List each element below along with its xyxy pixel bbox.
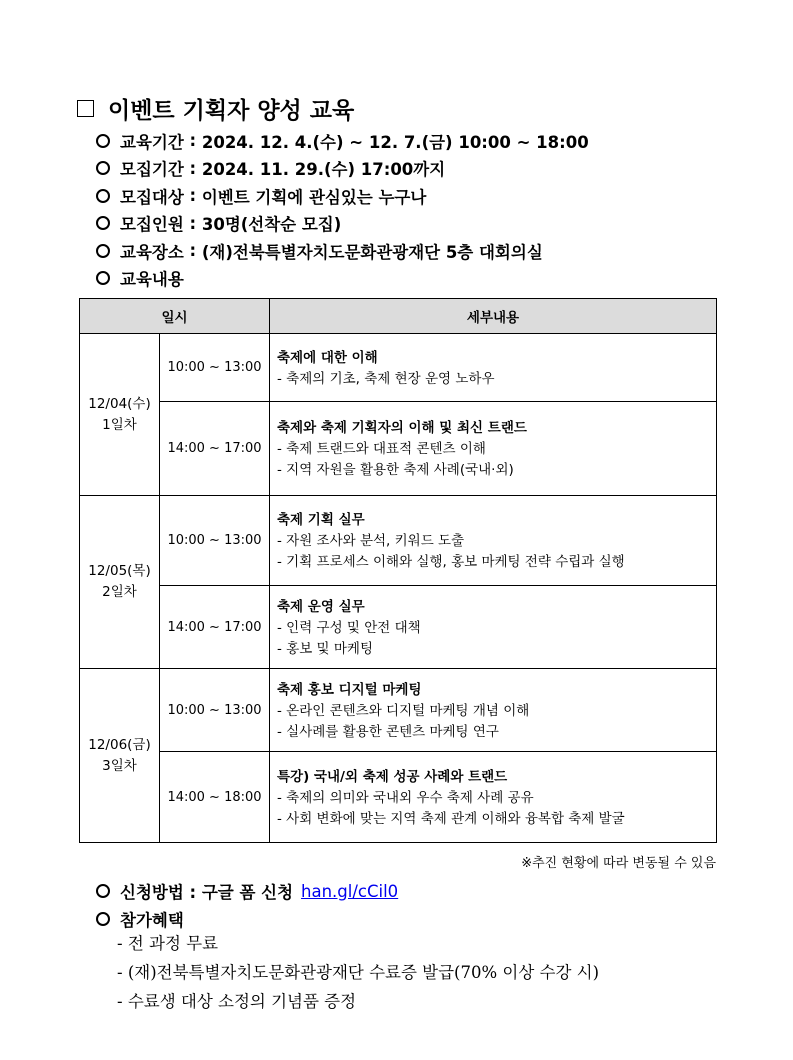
info-label: 모집대상 (120, 187, 184, 207)
list-item: - 전 과정 무료 (117, 934, 219, 953)
session-item: - 자원 조사와 분석, 키워드 도출 (277, 533, 465, 549)
session-title: 축제와 축제 기획자의 이해 및 최신 트랜드 (277, 420, 527, 436)
content-cell (270, 669, 717, 752)
session-title: 축제 홍보 디지털 마케팅 (277, 681, 422, 698)
notice-text: ※추진 현황에 따라 변동될 수 있음 (521, 856, 716, 871)
day-date: 12/04(수) (88, 395, 151, 412)
table-row (80, 334, 717, 402)
day-cell (80, 334, 160, 496)
session-item: - 사회 변화에 맞는 지역 축제 관계 이해와 융복합 축제 발굴 (277, 810, 625, 827)
info-row: 교육장소 : (재)전북특별자치도문화관광재단 5층 대회의실 (96, 237, 589, 265)
session-item: - 축제 트랜드와 대표적 콘텐츠 이해 (277, 441, 486, 457)
info-row: 교육기간 : 2024. 12. 4.(수) ~ 12. 7.(금) 10:00 ~ 18:00 (96, 127, 589, 155)
header-detail: 세부내용 (270, 299, 717, 334)
info-label: 교육내용 (120, 270, 184, 290)
day-label: 3일차 (102, 757, 137, 774)
list-item: - (재)전북특별자치도문화관광재단 수료증 발급(70% 이상 수강 시) (117, 963, 600, 982)
table-row (80, 402, 717, 496)
benefits-list (117, 929, 599, 1016)
info-row (96, 265, 589, 293)
info-label: 모집기간 (120, 160, 184, 180)
circle-bullet-icon (96, 161, 110, 175)
table-row (80, 752, 717, 843)
info-label: 교육기간 (120, 132, 184, 152)
day-date: 12/05(목) (88, 563, 151, 579)
content-cell (270, 586, 717, 669)
info-value: 30명(선착순 모집) (201, 215, 342, 235)
list-item: - 수료생 대상 소정의 기념품 증정 (117, 992, 357, 1011)
info-value: 2024. 11. 29.(수) 17:00까지 (201, 160, 446, 180)
info-value: 2024. 12. 4.(수) ~ 12. 7.(금) 10:00 ~ 18:00 (201, 132, 589, 152)
session-item: - 온라인 콘텐츠와 디지털 마케팅 개념 이해 (277, 702, 530, 719)
table-header-row (80, 299, 717, 334)
day-cell (80, 669, 160, 843)
time-cell: 14:00 ~ 17:00 (160, 402, 270, 496)
content-cell (270, 752, 717, 843)
circle-bullet-icon (96, 271, 110, 285)
table-row (80, 669, 717, 752)
session-title: 축제 운영 실무 (277, 598, 365, 615)
time-cell: 14:00 ~ 17:00 (160, 586, 270, 669)
session-item: - 축제의 의미와 국내외 우수 축제 사례 공유 (277, 789, 534, 806)
content-cell (270, 496, 717, 586)
session-item: - 실사례를 활용한 콘텐츠 마케팅 연구 (277, 723, 499, 740)
day-label: 1일차 (102, 416, 137, 433)
info-label: 교육장소 (120, 242, 184, 262)
table-row (80, 496, 717, 586)
session-item: - 홍보 및 마케팅 (277, 640, 373, 657)
session-item: - 기획 프로세스 이해와 실행, 홍보 마케팅 전략 수립과 실행 (277, 554, 625, 570)
circle-bullet-icon (96, 134, 110, 148)
info-value: 이벤트 기획에 관심있는 누구나 (201, 187, 427, 207)
session-title: 특강) 국내/외 축제 성공 사례와 트랜드 (277, 768, 508, 785)
session-item: - 축제의 기초, 축제 현장 운영 노하우 (277, 370, 495, 387)
info-row: 모집기간 : 2024. 11. 29.(수) 17:00까지 (96, 155, 589, 183)
document-title (77, 92, 354, 125)
info-row: 모집대상 : 이벤트 기획에 관심있는 누구나 (96, 182, 589, 210)
circle-bullet-icon (96, 912, 110, 926)
apply-row (96, 877, 398, 905)
circle-bullet-icon (96, 884, 110, 898)
session-item: - 인력 구성 및 안전 대책 (277, 619, 421, 636)
info-value: (재)전북특별자치도문화관광재단 5층 대회의실 (201, 242, 543, 262)
info-list (96, 127, 589, 292)
header-date: 일시 (80, 299, 270, 334)
session-item: - 지역 자원을 활용한 축제 사례(국내·외) (277, 462, 514, 478)
title-text: 이벤트 기획자 양성 교육 (108, 98, 355, 124)
session-title: 축제 기획 실무 (277, 512, 365, 528)
session-title: 축제에 대한 이해 (277, 349, 378, 366)
day-date: 12/06(금) (88, 736, 151, 753)
content-cell (270, 334, 717, 402)
table-row (80, 586, 717, 669)
apply-label: 신청방법 : 구글 폼 신청 (120, 883, 294, 902)
circle-bullet-icon (96, 216, 110, 230)
apply-section (96, 877, 398, 933)
benefits-label: 참가혜택 (120, 911, 184, 930)
time-cell: 10:00 ~ 13:00 (160, 669, 270, 752)
apply-link[interactable]: han.gl/cCil0 (301, 881, 399, 901)
info-label: 모집인원 (120, 215, 184, 235)
time-cell: 14:00 ~ 18:00 (160, 752, 270, 843)
day-cell (80, 496, 160, 669)
schedule-table (79, 298, 717, 843)
time-cell: 10:00 ~ 13:00 (160, 496, 270, 586)
circle-bullet-icon (96, 244, 110, 258)
day-label: 2일차 (102, 584, 137, 600)
time-cell: 10:00 ~ 13:00 (160, 334, 270, 402)
content-cell (270, 402, 717, 496)
checkbox-square-icon (77, 100, 94, 117)
circle-bullet-icon (96, 189, 110, 203)
info-row: 모집인원 : 30명(선착순 모집) (96, 210, 589, 238)
